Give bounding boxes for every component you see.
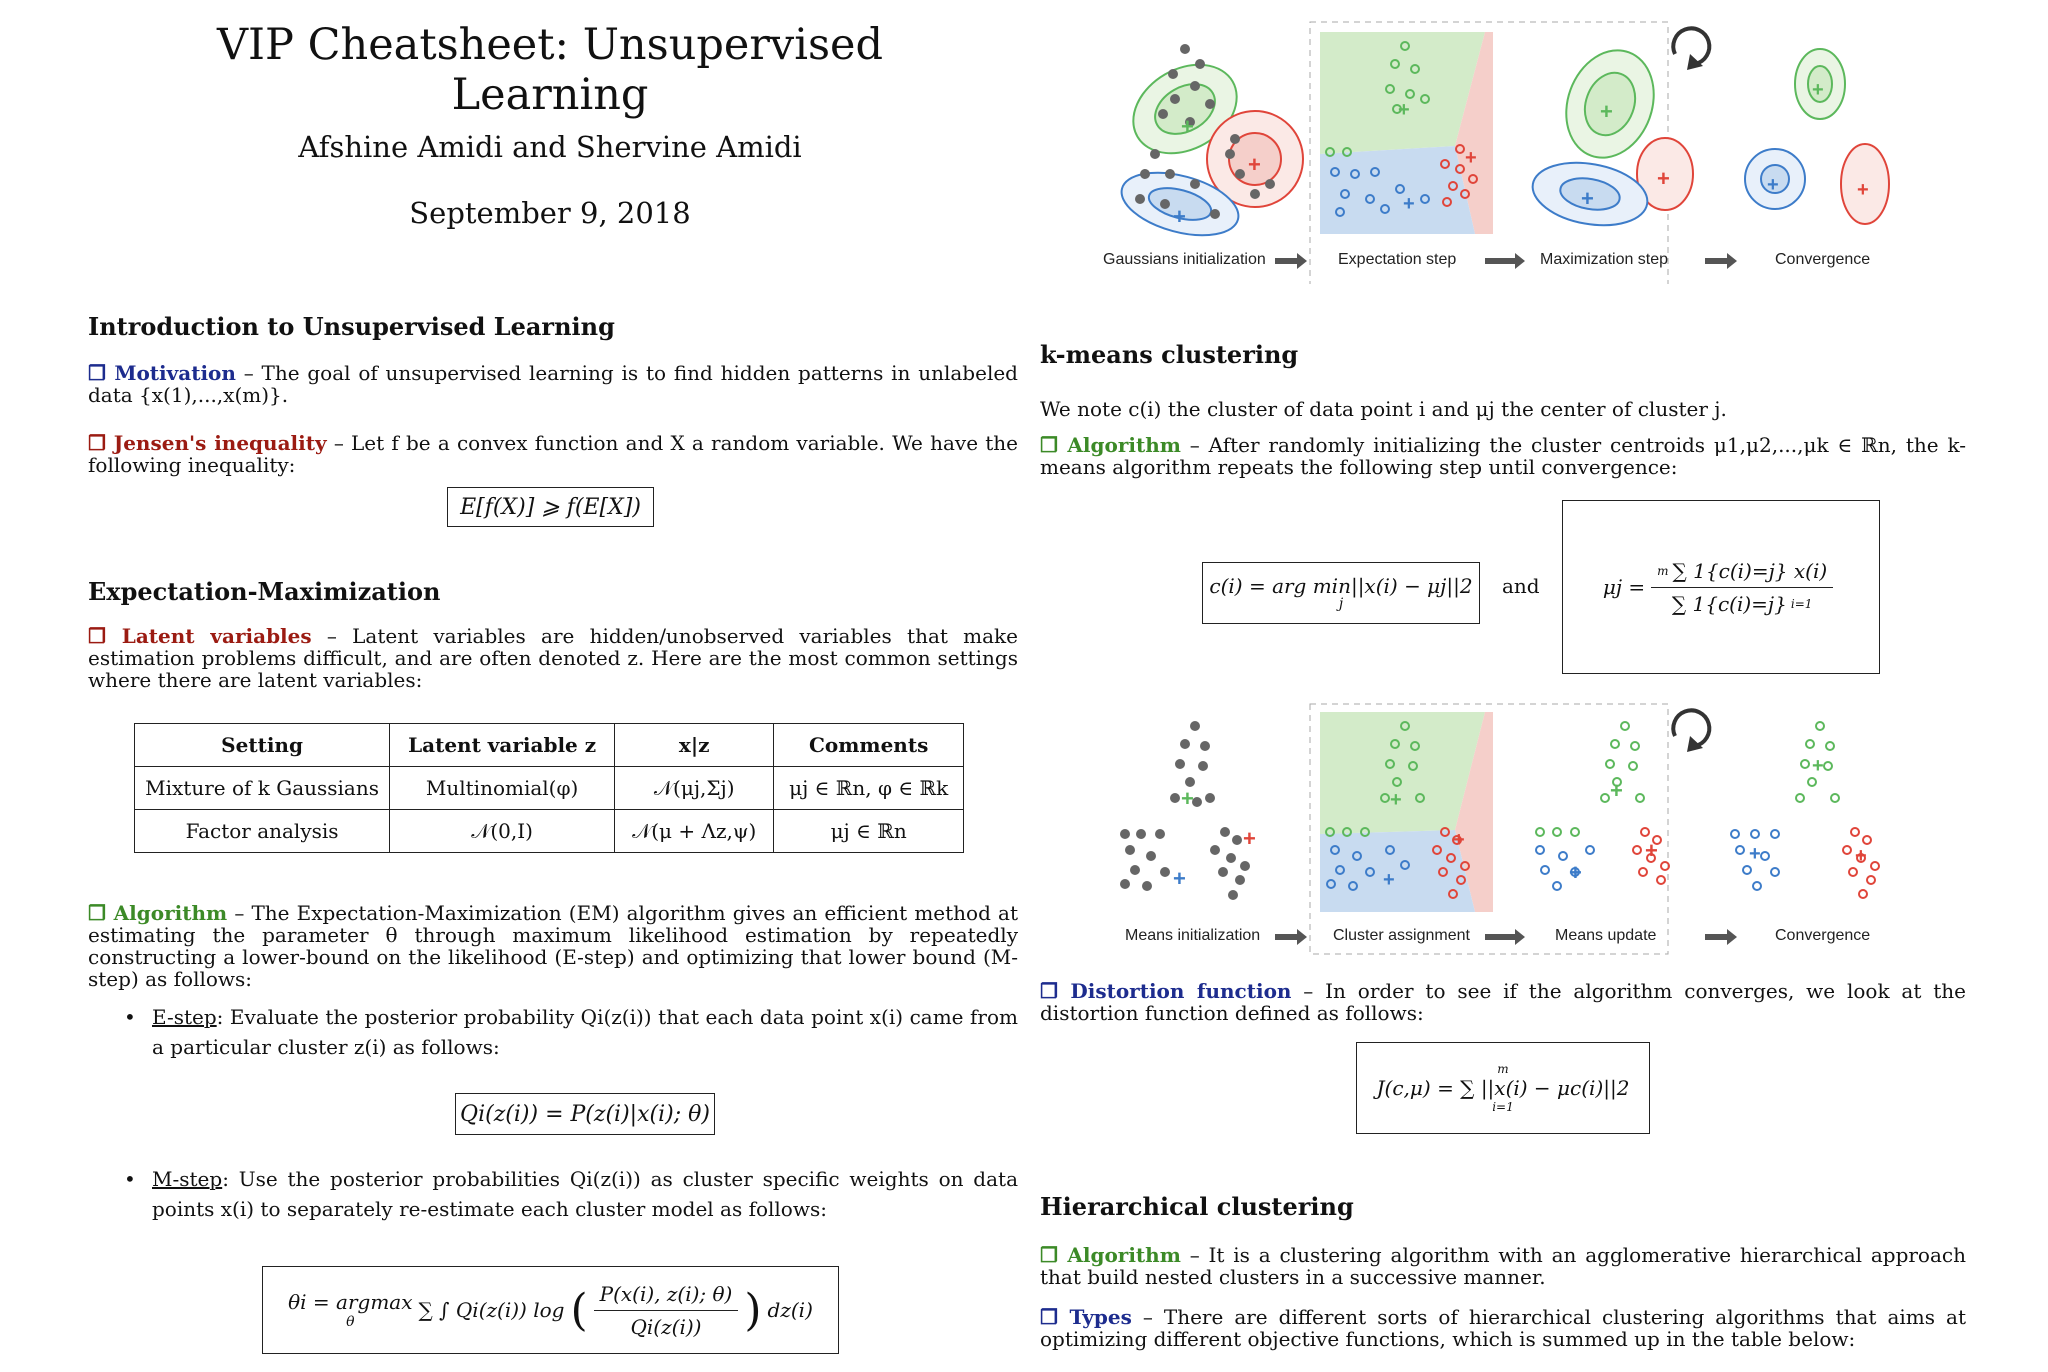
formula-c: c(i) = arg min||x(i) − μj||2 xyxy=(1209,574,1473,598)
mstep-formula-den: Qi(z(i)) xyxy=(630,1314,702,1339)
intro-heading: Introduction to Unsupervised Learning xyxy=(88,312,615,341)
svg-text:+: + xyxy=(1173,204,1186,229)
gaussians-init-panel xyxy=(1115,44,1303,247)
distortion-paragraph xyxy=(1040,980,1966,1024)
mstep-text: : Use the posterior probabilities Qi(z(i)) as cluster specific weights on data points x(i) to separately re-estimate each cluster model as follows: xyxy=(152,1167,1018,1221)
caption-means-init: Means initialization xyxy=(1125,927,1261,944)
mstep-formula-num: P(x(i), z(i); θ) xyxy=(594,1282,739,1311)
arrow-icon xyxy=(1705,929,1737,945)
estep-text: : Evaluate the posterior probability Qi(z(i)) that each data point x(i) came from a particular cluster z(i) as follows: xyxy=(152,1005,1018,1059)
distortion-sum-top: m xyxy=(1497,1062,1509,1076)
types-label: ❒ Types xyxy=(1040,1305,1132,1329)
svg-text:+: + xyxy=(1569,860,1582,885)
jensen-paragraph xyxy=(88,432,1018,476)
table-cell: 𝒩(μj,Σj) xyxy=(615,767,774,810)
arrow-icon xyxy=(1485,253,1525,269)
svg-text:+: + xyxy=(1398,99,1410,121)
table-row xyxy=(135,810,964,853)
and-text: and xyxy=(1502,574,1540,598)
em-heading: Expectation-Maximization xyxy=(88,577,441,606)
latent-paragraph xyxy=(88,625,1018,691)
distortion-formula-text: J(c,μ) = ∑ ||x(i) − μc(i)||2 xyxy=(1376,1076,1630,1100)
svg-text:+: + xyxy=(1657,166,1670,191)
types-text: – There are different sorts of hierarchical clustering algorithms that aims at optimizing different objective functions, which is summed up in the table below: xyxy=(1040,1305,1966,1351)
em-figure xyxy=(1085,14,2025,284)
arrow-icon xyxy=(1275,929,1307,945)
table-row xyxy=(135,767,964,810)
arrow-icon xyxy=(1705,253,1737,269)
formula-mu-den: ∑ 1{c(i)=j} xyxy=(1671,591,1787,616)
svg-text:+: + xyxy=(1243,826,1256,851)
estep-formula: Qi(z(i)) = P(z(i)|x(i); θ) xyxy=(455,1093,715,1135)
means-init-panel xyxy=(1120,721,1256,900)
caption-expectation-step: Expectation step xyxy=(1338,251,1457,268)
date: September 9, 2018 xyxy=(409,196,691,230)
formula-mu-num: ∑ 1{c(i)=j} x(i) xyxy=(1672,558,1828,583)
mstep-formula: θi = argmax θ ∑ ∫ Qi(z(i)) log ( $\frac{P(x(i), z(i); \theta)}{Qi(z(i))}$ ) dz(i) xyxy=(262,1266,839,1354)
svg-text:+: + xyxy=(1390,789,1402,811)
svg-text:+: + xyxy=(1465,147,1477,169)
motivation-text: – The goal of unsupervised learning is to find hidden patterns in unlabeled data {x(1),...,x(m)}. xyxy=(88,361,1018,407)
kmeans-heading: k-means clustering xyxy=(1040,340,1299,369)
svg-text:+: + xyxy=(1812,755,1824,777)
bullet-icon: • xyxy=(124,1167,136,1191)
expectation-step-panel xyxy=(1320,32,1493,234)
svg-text:+: + xyxy=(1855,845,1867,867)
distortion-formula xyxy=(1356,1042,1650,1134)
hierarchical-heading: Hierarchical clustering xyxy=(1040,1192,1354,1221)
bullet-icon: • xyxy=(124,1005,136,1029)
cluster-assignment-panel xyxy=(1320,712,1493,912)
kmeans-convergence-panel xyxy=(1731,722,1879,898)
table-header-cell: x|z xyxy=(615,724,774,767)
arrow-icon xyxy=(1275,253,1307,269)
table-header-cell: Latent variable z xyxy=(390,724,615,767)
caption-gaussians-init: Gaussians initialization xyxy=(1103,251,1266,268)
hierarchical-algorithm-paragraph xyxy=(1040,1244,1966,1288)
table-cell: μj ∈ ℝn xyxy=(774,810,964,853)
hierarchical-algorithm-text: – It is a clustering algorithm with an agglomerative hierarchical approach that build nested clusters in a successive manner. xyxy=(1040,1243,1966,1289)
maximization-step-panel xyxy=(1528,28,1710,233)
caption-means-update: Means update xyxy=(1555,927,1657,944)
authors: Afshine Amidi and Shervine Amidi xyxy=(298,130,802,164)
kmeans-algorithm-paragraph xyxy=(1040,434,1966,478)
svg-text:+: + xyxy=(1749,843,1761,865)
mstep-fraction xyxy=(594,1282,739,1339)
motivation-label: ❒ Motivation xyxy=(88,361,236,385)
em-algorithm-text: – The Expectation-Maximization (EM) algorithm gives an efficient method at estimating the parameter θ through maximum likelihood estimation by repeatedly constructing a lower-bound on the likelihood (E-step) and optimizing that lower bound (M-step) as follows: xyxy=(88,901,1018,991)
svg-text:+: + xyxy=(1383,869,1395,891)
svg-text:+: + xyxy=(1173,866,1186,891)
formula-mu-left: μj = xyxy=(1602,575,1646,599)
mstep-formula-mid: ∑ ∫ Qi(z(i)) log xyxy=(418,1298,565,1322)
mstep-label: M-step xyxy=(152,1167,223,1191)
page-title: VIP Cheatsheet: Unsupervised Learning xyxy=(217,20,883,120)
mstep-formula-sub: θ xyxy=(346,1314,355,1330)
estep-item xyxy=(152,1002,1018,1062)
em-algorithm-label: ❒ Algorithm xyxy=(88,901,228,925)
table-header-cell: Comments xyxy=(774,724,964,767)
table-cell: μj ∈ ℝn, φ ∈ ℝk xyxy=(774,767,964,810)
formula-mu-sum-bottom: i=1 xyxy=(1790,596,1813,611)
hierarchical-types-paragraph xyxy=(1040,1306,1966,1350)
motivation-paragraph xyxy=(88,362,1018,406)
svg-text:+: + xyxy=(1857,179,1869,201)
arrow-icon xyxy=(1485,929,1525,945)
hierarchical-algorithm-label: ❒ Algorithm xyxy=(1040,1243,1181,1267)
mstep-formula-right: dz(i) xyxy=(767,1298,813,1322)
svg-text:+: + xyxy=(1581,186,1594,211)
distortion-sum-bottom: i=1 xyxy=(1492,1100,1514,1114)
svg-text:+: + xyxy=(1403,193,1415,215)
mstep-item xyxy=(152,1164,1018,1224)
table-header-cell: Setting xyxy=(135,724,390,767)
caption-convergence: Convergence xyxy=(1775,251,1871,268)
svg-text:+: + xyxy=(1610,778,1623,803)
table-cell: 𝒩(0,I) xyxy=(390,810,615,853)
kmeans-algorithm-text: – After randomly initializing the cluster centroids μ1,μ2,...,μk ∈ ℝn, the k-means algorithm repeats the following step until convergence: xyxy=(1040,433,1966,479)
caption-kmeans-convergence: Convergence xyxy=(1775,927,1871,944)
caption-maximization-step: Maximization step xyxy=(1540,251,1669,268)
latent-variables-table xyxy=(134,723,964,853)
kmeans-algorithm-label: ❒ Algorithm xyxy=(1040,433,1181,457)
table-cell: Mixture of k Gaussians xyxy=(135,767,390,810)
formula-mu-sum-top: m xyxy=(1657,563,1669,578)
svg-text:+: + xyxy=(1812,79,1824,101)
svg-text:+: + xyxy=(1181,786,1194,811)
svg-text:+: + xyxy=(1181,114,1194,139)
table-cell: Factor analysis xyxy=(135,810,390,853)
centroid-fraction xyxy=(1651,559,1833,616)
means-update-panel xyxy=(1536,710,1709,890)
table-cell: Multinomial(φ) xyxy=(390,767,615,810)
distortion-label: ❒ Distortion function xyxy=(1040,979,1292,1003)
cluster-assignment-formula xyxy=(1202,562,1480,624)
svg-text:+: + xyxy=(1600,99,1613,124)
table-header-row xyxy=(135,724,964,767)
latent-label: ❒ Latent variables xyxy=(88,624,312,648)
estep-label: E-step xyxy=(152,1005,217,1029)
jensen-formula: E[f(X)] ⩾ f(E[X]) xyxy=(447,487,654,527)
latent-text: – Latent variables are hidden/unobserved variables that make estimation problems difficult, and are often denoted z. Here are the most common settings where there are latent variables: xyxy=(88,624,1018,692)
kmeans-note: We note c(i) the cluster of data point i and μj the center of cluster j. xyxy=(1040,397,1727,421)
formula-c-sub: j xyxy=(1338,596,1344,612)
jensen-label: ❒ Jensen's inequality xyxy=(88,431,327,455)
distortion-text: – In order to see if the algorithm converges, we look at the distortion function defined as follows: xyxy=(1040,979,1966,1025)
em-algorithm-paragraph xyxy=(88,902,1018,990)
kmeans-figure xyxy=(1085,700,2025,960)
svg-text:+: + xyxy=(1645,838,1658,863)
centroid-update-formula xyxy=(1562,500,1880,674)
jensen-text: – Let f be a convex function and X a random variable. We have the following inequality: xyxy=(88,431,1018,477)
svg-text:+: + xyxy=(1248,152,1261,177)
svg-text:+: + xyxy=(1767,174,1779,196)
em-convergence-panel xyxy=(1745,49,1889,224)
table-cell: 𝒩(μ + Λz,ψ) xyxy=(615,810,774,853)
svg-text:+: + xyxy=(1453,829,1465,851)
caption-cluster-assignment: Cluster assignment xyxy=(1333,927,1470,944)
mstep-formula-left: θi = argmax xyxy=(288,1290,413,1314)
